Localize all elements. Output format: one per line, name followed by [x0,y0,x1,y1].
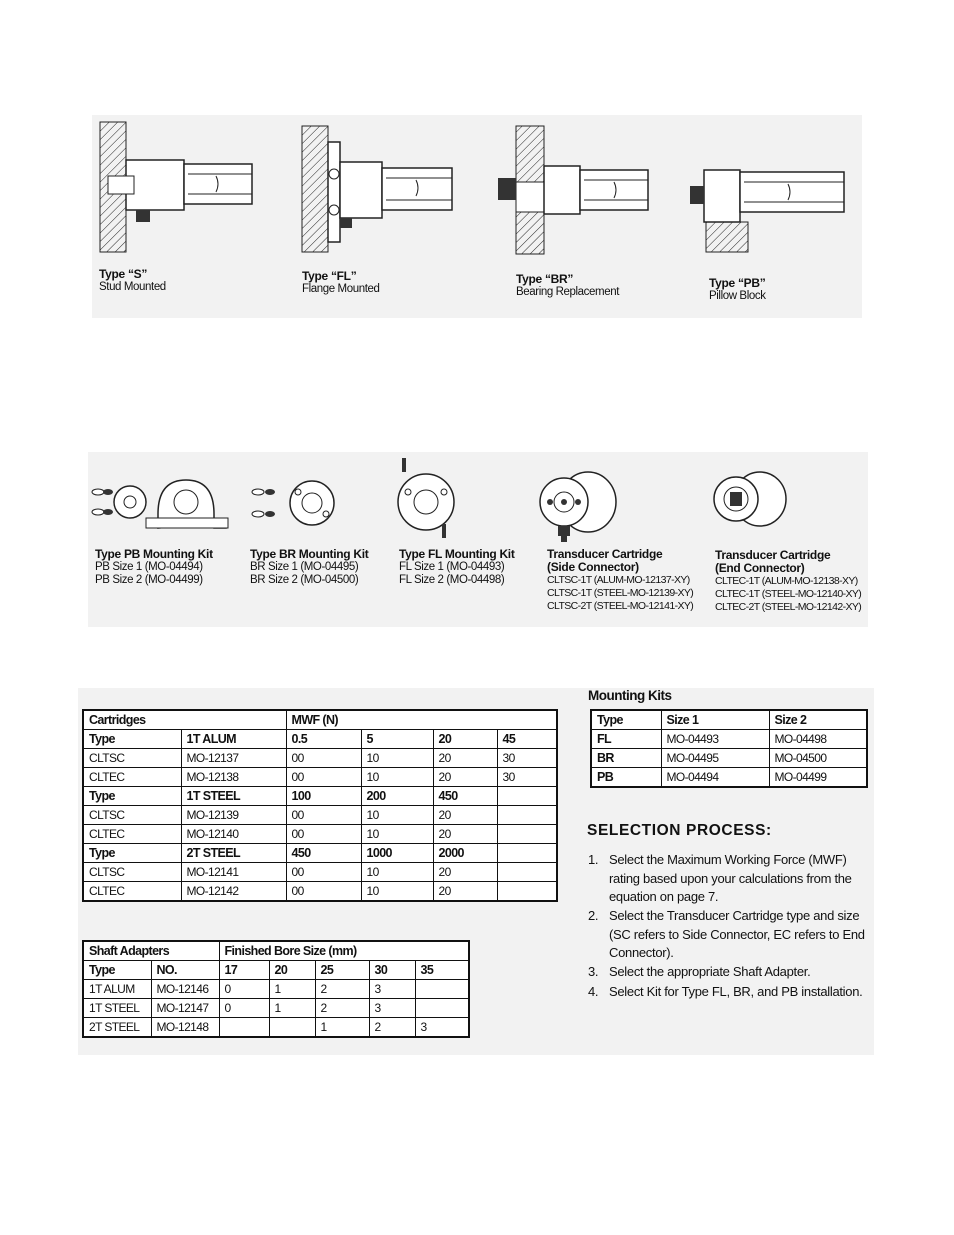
table-cell: 0 [219,999,269,1018]
table-cell: 10 [361,882,433,902]
table-cell: 3 [415,1018,469,1038]
table-cell: 10 [361,768,433,787]
mount-type-br [516,273,619,299]
table-cell: 1 [269,980,315,999]
table-cell: 00 [286,882,361,902]
fl-mounting-kit-icon [394,456,458,542]
kit-pb [95,548,213,587]
table-row [83,999,469,1018]
table-cell: Type [591,710,661,730]
table-cell: 2T STEEL [83,1018,151,1038]
br-mounting-kit-icon [248,478,358,528]
table-cell: 1 [269,999,315,1018]
table-cell [219,1018,269,1038]
kit-line: BR Size 2 (MO-04500) [250,574,359,586]
mount-type-subtitle: Pillow Block [709,290,766,302]
step-number: 2. [588,908,599,923]
mount-type-s [99,268,166,294]
table-row [83,863,557,882]
table-cell: Type [83,730,181,749]
table-cell [497,825,557,844]
table-cell: 2T STEEL [181,844,286,863]
kit-fl [399,548,515,587]
table-cell: 2 [369,1018,415,1038]
table-cell: Type [83,844,181,863]
step-text: Select the Maximum Working Force (MWF) rating based upon your calculations from the equation on page 7. [609,852,852,904]
table-cell: MO-12140 [181,825,286,844]
table-cell: MO-04499 [769,768,867,788]
kit-line: CLTSC-2T (STEEL-MO-12141-XY) [547,600,694,612]
table-cell: MO-12137 [181,749,286,768]
pillow-block-diagram [684,160,848,256]
table-cell: 10 [361,825,433,844]
kit-title: Type BR Mounting Kit [250,547,369,561]
table-row [83,980,469,999]
table-cell: CLTSC [83,863,181,882]
table-row [83,1018,469,1038]
table-cell: 450 [433,787,497,806]
table-row [591,768,867,788]
table-cell: 30 [497,768,557,787]
table-cell: 20 [433,749,497,768]
kit-subtitle: (Side Connector) [547,560,639,574]
table-cell: 1 [315,1018,369,1038]
table-cell: 3 [369,980,415,999]
table-cell: Type [83,787,181,806]
kit-line: FL Size 1 (MO-04493) [399,561,505,573]
table-header-row [83,941,469,961]
table-header-cell: MWF (N) [286,710,557,730]
table-cell: 0 [219,980,269,999]
table-row [591,749,867,768]
table-cell: MO-12142 [181,882,286,902]
kit-line: PB Size 2 (MO-04499) [95,574,203,586]
kit-line: CLTEC-1T (STEEL-MO-12140-XY) [715,588,862,600]
table-cell: 20 [433,825,497,844]
bearing-replacement-diagram [492,122,652,257]
mount-type-fl [302,270,380,296]
mount-type-subtitle: Bearing Replacement [516,286,619,298]
mount-type-title: Type “FL” [302,269,357,283]
table-cell: 45 [497,730,557,749]
table-cell: 10 [361,749,433,768]
table-row [83,844,557,863]
kit-end-connector [715,549,861,614]
table-cell: MO-12147 [151,999,219,1018]
table-cell: 35 [415,961,469,980]
kit-title: Type PB Mounting Kit [95,547,213,561]
step-number: 4. [588,984,599,999]
step-text: Select Kit for Type FL, BR, and PB installation. [609,984,863,999]
table-row [83,749,557,768]
table-cell: MO-04495 [661,749,769,768]
kit-line: BR Size 1 (MO-04495) [250,561,359,573]
table-cell: 00 [286,749,361,768]
end-connector-cartridge-icon [708,470,792,528]
table-cell: 0.5 [286,730,361,749]
table-cell: CLTSC [83,749,181,768]
table-cell: 1T ALUM [83,980,151,999]
mounting-kits-title: Mounting Kits [588,688,672,703]
table-cell [497,787,557,806]
table-cell: MO-04500 [769,749,867,768]
table-cell: 10 [361,806,433,825]
cartridges-table [82,709,558,902]
kit-title: Transducer Cartridge [547,547,663,561]
table-row [83,806,557,825]
table-cell: CLTSC [83,806,181,825]
table-cell [497,844,557,863]
table-cell: 00 [286,806,361,825]
table-cell: CLTEC [83,768,181,787]
table-row [83,882,557,902]
kit-line: CLTEC-2T (STEEL-MO-12142-XY) [715,601,862,613]
table-cell: MO-12138 [181,768,286,787]
mount-type-subtitle: Flange Mounted [302,283,380,295]
table-cell: CLTEC [83,882,181,902]
table-cell: 2000 [433,844,497,863]
table-cell: MO-04494 [661,768,769,788]
table-cell: 00 [286,768,361,787]
table-cell: 17 [219,961,269,980]
table-cell: 450 [286,844,361,863]
table-header-row [591,710,867,730]
table-cell: 200 [361,787,433,806]
table-cell: 2 [315,980,369,999]
kit-line: CLTEC-1T (ALUM-MO-12138-XY) [715,575,858,587]
step-text: Select the Transducer Cartridge type and size (SC refers to Side Connector, EC refers to End Connector). [609,908,865,960]
table-cell: 3 [369,999,415,1018]
table-cell: MO-12146 [151,980,219,999]
table-cell: NO. [151,961,219,980]
table-cell [497,863,557,882]
mount-type-pb [709,277,766,303]
kit-line: PB Size 1 (MO-04494) [95,561,203,573]
stud-mount-diagram [96,118,256,258]
table-cell: 20 [433,863,497,882]
table-cell: MO-04493 [661,730,769,749]
kit-line: CLTSC-1T (STEEL-MO-12139-XY) [547,587,694,599]
table-row [83,768,557,787]
table-cell: MO-12141 [181,863,286,882]
table-cell: 1T STEEL [83,999,151,1018]
table-row [83,730,557,749]
table-cell [497,806,557,825]
table-cell: 20 [433,882,497,902]
table-cell: 10 [361,863,433,882]
table-row [83,825,557,844]
table-cell: MO-12148 [151,1018,219,1038]
step-text: Select the appropriate Shaft Adapter. [609,964,811,979]
table-cell: CLTEC [83,825,181,844]
flange-mount-diagram [298,122,456,257]
kit-side-connector [547,548,693,613]
kit-title: Type FL Mounting Kit [399,547,515,561]
mount-type-subtitle: Stud Mounted [99,281,166,293]
table-row [83,787,557,806]
table-header-row [83,710,557,730]
table-header-cell: Shaft Adapters [83,941,219,961]
table-cell: PB [591,768,661,788]
selection-title: SELECTION PROCESS: [587,822,772,839]
step-number: 1. [588,852,599,867]
mounting-kits-table [590,709,868,788]
table-cell: 1000 [361,844,433,863]
side-connector-cartridge-icon [536,468,622,552]
table-cell: 20 [433,768,497,787]
table-cell: Size 2 [769,710,867,730]
table-cell: 1T ALUM [181,730,286,749]
table-header-cell: Cartridges [83,710,286,730]
table-cell: 25 [315,961,369,980]
table-cell: 20 [433,806,497,825]
table-cell: MO-04498 [769,730,867,749]
table-cell: 20 [269,961,315,980]
table-cell: 00 [286,863,361,882]
table-cell: 1T STEEL [181,787,286,806]
mount-type-title: Type “BR” [516,272,574,286]
table-cell: BR [591,749,661,768]
table-cell: MO-12139 [181,806,286,825]
table-header-row [83,961,469,980]
table-cell: Size 1 [661,710,769,730]
kit-title: Transducer Cartridge [715,548,831,562]
table-cell: Type [83,961,151,980]
table-cell [269,1018,315,1038]
kit-line: CLTSC-1T (ALUM-MO-12137-XY) [547,574,690,586]
kit-subtitle: (End Connector) [715,561,805,575]
shaft-adapters-table [82,940,470,1038]
kit-line: FL Size 2 (MO-04498) [399,574,505,586]
table-cell [415,980,469,999]
step-number: 3. [588,964,599,979]
table-cell: 30 [369,961,415,980]
table-cell [415,999,469,1018]
mount-type-title: Type “S” [99,267,148,281]
mount-type-title: Type “PB” [709,276,766,290]
pb-mounting-kit-icon [86,472,232,534]
table-cell: 00 [286,825,361,844]
table-cell [497,882,557,902]
kit-br [250,548,368,587]
table-cell: 30 [497,749,557,768]
table-row [591,730,867,749]
table-cell: 5 [361,730,433,749]
table-cell: 2 [315,999,369,1018]
table-cell: 20 [433,730,497,749]
table-header-cell: Finished Bore Size (mm) [219,941,469,961]
table-cell: 100 [286,787,361,806]
table-cell: FL [591,730,661,749]
